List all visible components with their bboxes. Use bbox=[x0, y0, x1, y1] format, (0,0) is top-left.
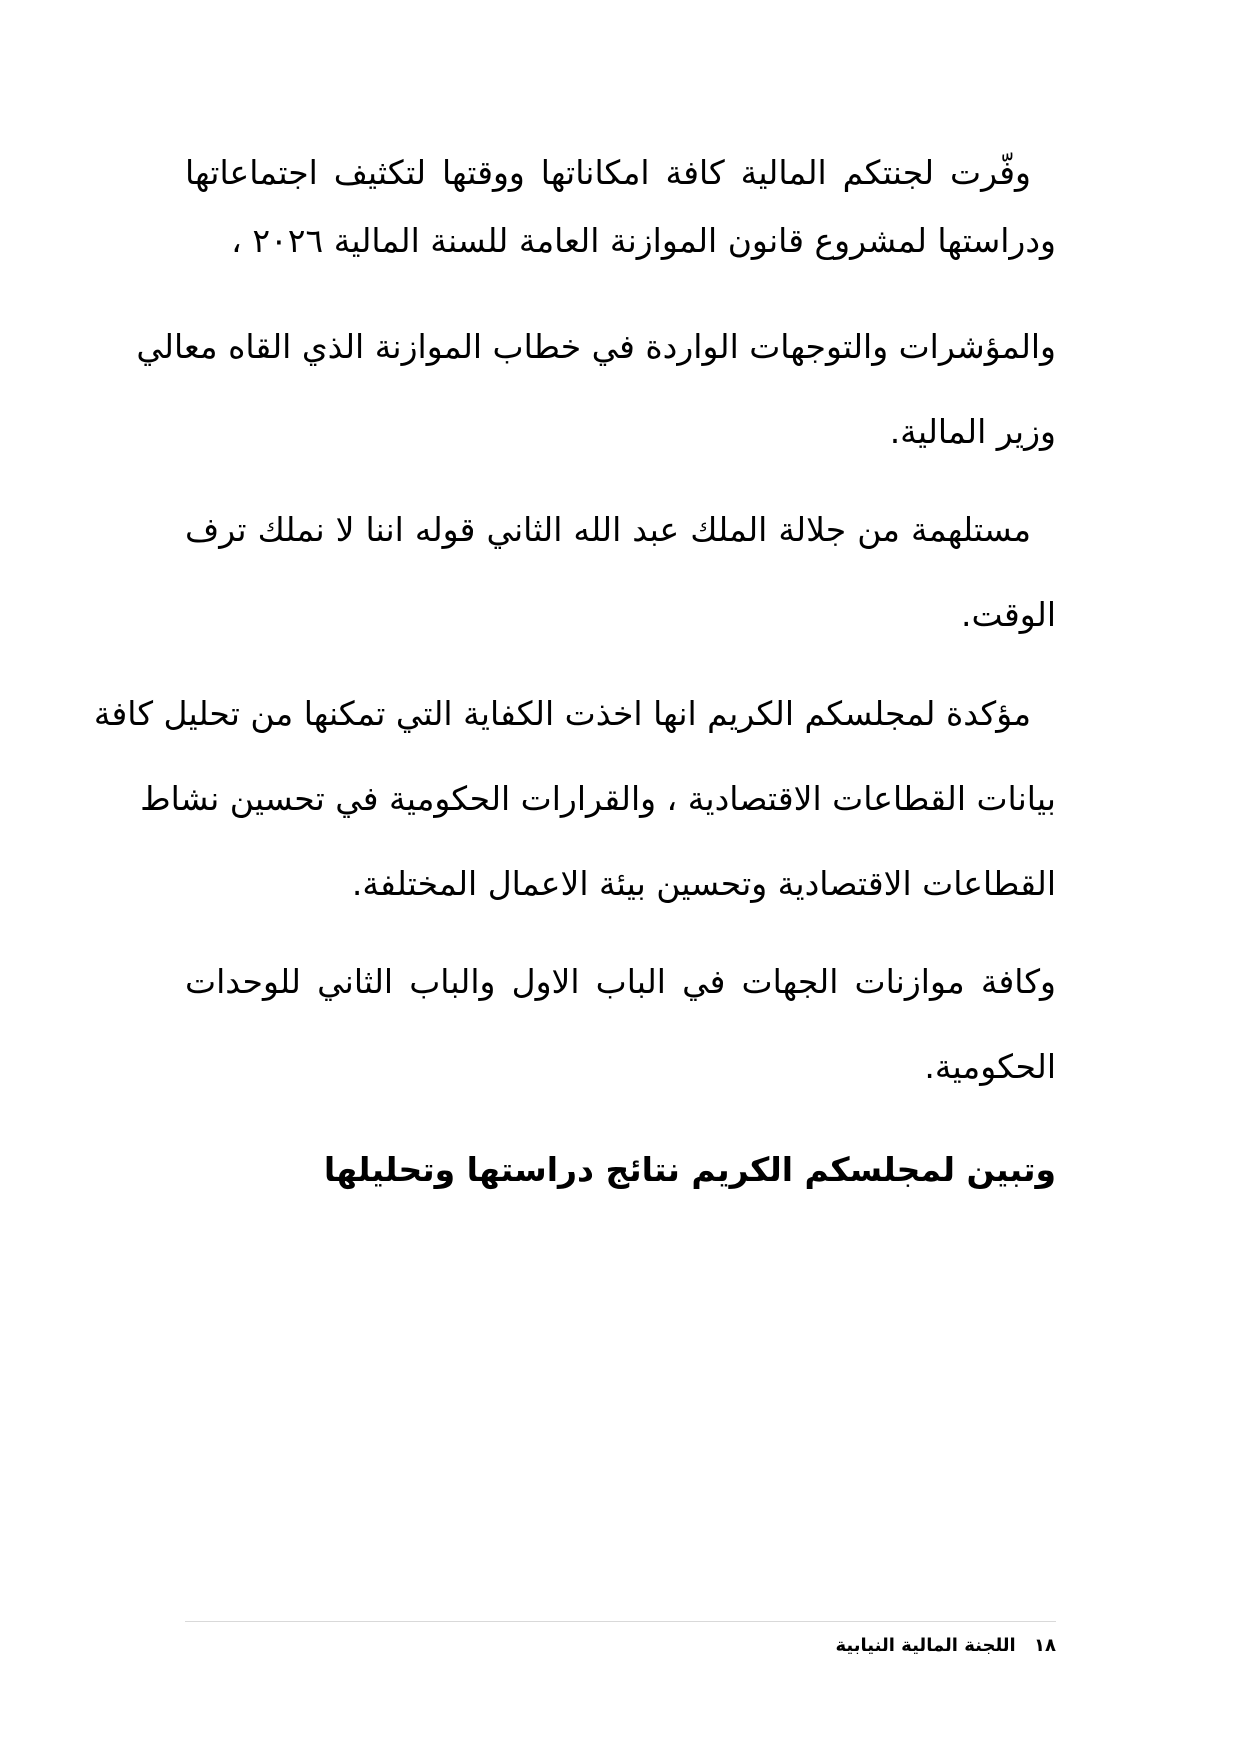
footer-divider bbox=[185, 1621, 1056, 1622]
closing-statement: وتبين لمجلسكم الكريم نتائج دراستها وتحليلها bbox=[323, 1150, 1056, 1189]
page-footer bbox=[836, 1633, 1057, 1659]
paragraph-4-line-3: القطاعات الاقتصادية وتحسين بيئة الاعمال المختلفة. bbox=[351, 864, 1056, 903]
paragraph-5-line-1: وكافة موازنات الجهات في الباب الاول والباب الثاني للوحدات bbox=[185, 962, 1056, 1001]
page-number: ١٨ bbox=[1034, 1635, 1056, 1656]
paragraph-2-line-1: والمؤشرات والتوجهات الواردة في خطاب الموازنة الذي القاه معالي bbox=[136, 327, 1056, 366]
paragraph-4-line-1: مؤكدة لمجلسكم الكريم انها اخذت الكفاية التي تمكنها من تحليل كافة bbox=[93, 694, 1031, 733]
paragraph-1-line-2: ودراستها لمشروع قانون الموازنة العامة للسنة المالية ٢٠٢٦ ، bbox=[231, 221, 1056, 260]
paragraph-5-line-2: الحكومية. bbox=[924, 1047, 1056, 1086]
paragraph-3-line-2: الوقت. bbox=[961, 595, 1056, 634]
paragraph-4-line-2: بيانات القطاعات الاقتصادية ، والقرارات الحكومية في تحسين نشاط bbox=[140, 779, 1056, 818]
paragraph-1-line-1: وفّرت لجنتكم المالية كافة امكاناتها ووقتها لتكثيف اجتماعاتها bbox=[185, 153, 1031, 192]
paragraph-2-line-2: وزير المالية. bbox=[889, 412, 1056, 451]
committee-name: اللجنة المالية النيابية bbox=[835, 1635, 1016, 1656]
paragraph-3-line-1: مستلهمة من جلالة الملك عبد الله الثاني قوله اننا لا نملك ترف bbox=[185, 510, 1031, 549]
